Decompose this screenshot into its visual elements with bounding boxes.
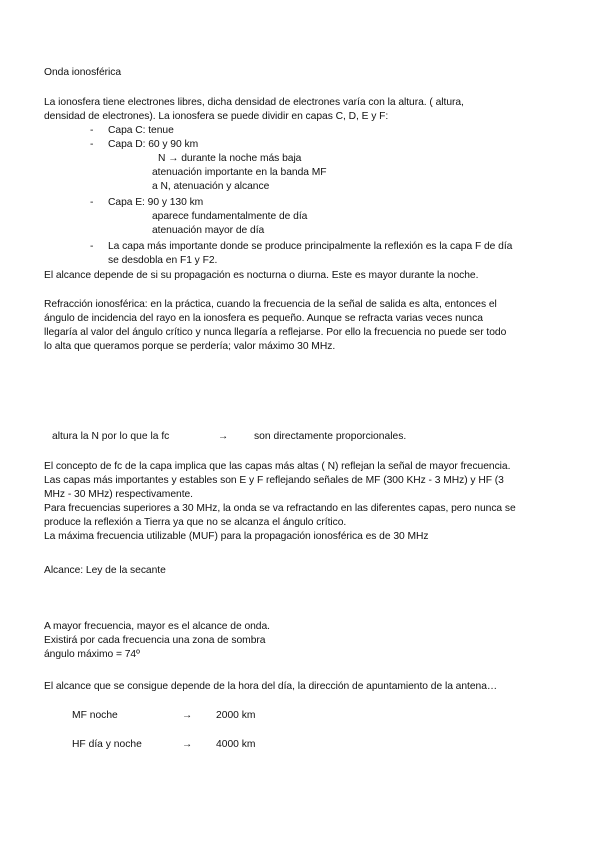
arrow-icon: → [218,431,229,442]
frecuencia-line-1: A mayor frecuencia, mayor es el alcance de onda. [44,621,270,632]
fc-line-6: La máxima frecuencia utilizable (MUF) para la propagación ionosférica es de 30 MHz [44,531,429,542]
fc-line-1: El concepto de fc de la capa implica que las capas más altas ( N) reflejan la señal de mayor frecuencia. [44,461,511,472]
fc-line-2: Las capas más importantes y estables son E y F reflejando señales de MF (300 KHz - 3 MHz) y HF (3 [44,475,504,486]
refraccion-line-3: llegaría al valor del ángulo crítico y nunca llegaría a reflejarse. Por ello la frecuencia no puede ser todo [44,327,507,338]
capa-e-detail-1: aparece fundamentalmente de día [152,211,308,222]
capa-f-line-2: se desdobla en F1 y F2. [108,255,218,266]
table-row-value: 2000 km [216,710,256,721]
bullet-dash: - [90,139,94,150]
fc-line-5: produce la reflexión a Tierra ya que no se alcanza el ángulo crítico. [44,517,347,528]
bullet-dash: - [90,241,94,252]
capa-d-detail-3: a N, atenuación y alcance [152,181,270,192]
document-title: Onda ionosférica [44,67,122,78]
intro-line-2: densidad de electrones). La ionosfera se puede dividir en capas C, D, E y F: [44,111,389,122]
arrow-icon: → [182,710,193,721]
capa-f-line-1: La capa más importante donde se produce principalmente la reflexión es la capa F de día [108,241,513,252]
refraccion-line-4: lo alta que queramos porque se perdería; valor máximo 30 MHz. [44,341,336,352]
capa-c-item: Capa C: tenue [108,125,174,136]
bullet-dash: - [90,125,94,136]
secante-line: Alcance: Ley de la secante [44,565,166,576]
refraccion-line-2: ángulo de incidencia del rayo en la ionosfera es pequeño. Aunque se refracta varias veces nunca [44,313,483,324]
table-row-label: HF día y noche [72,739,142,750]
arrow-icon: → [182,739,193,750]
capa-e-item: Capa E: 90 y 130 km [108,197,204,208]
intro-line-1: La ionosfera tiene electrones libres, dicha densidad de electrones varía con la altura. ( altura, [44,97,464,108]
capa-d-detail-2: atenuación importante en la banda MF [152,167,327,178]
table-row-label: MF noche [72,710,118,721]
frecuencia-line-2: Existirá por cada frecuencia una zona de sombra [44,635,266,646]
capa-e-detail-2: atenuación mayor de día [152,225,265,236]
table-row-value: 4000 km [216,739,256,750]
capa-d-detail-1: N → durante la noche más baja [158,153,302,164]
proporcional-left: altura la N por lo que la fc [52,431,170,442]
frecuencia-line-3: ángulo máximo = 74º [44,649,140,660]
fc-line-3: MHz - 30 MHz) respectivamente. [44,489,193,500]
proporcional-right: son directamente proporcionales. [254,431,407,442]
refraccion-line-1: Refracción ionosférica: en la práctica, cuando la frecuencia de la señal de salida es alta, entonces el [44,299,497,310]
hora-line: El alcance que se consigue depende de la hora del día, la dirección de apuntamiento de la antena… [44,681,498,692]
alcance-line: El alcance depende de si su propagación es nocturna o diurna. Este es mayor durante la noche. [44,270,479,281]
capa-d-item: Capa D: 60 y 90 km [108,139,199,150]
bullet-dash: - [90,197,94,208]
fc-line-4: Para frecuencias superiores a 30 MHz, la onda se va refractando en las diferentes capas, pero nunca se [44,503,516,514]
